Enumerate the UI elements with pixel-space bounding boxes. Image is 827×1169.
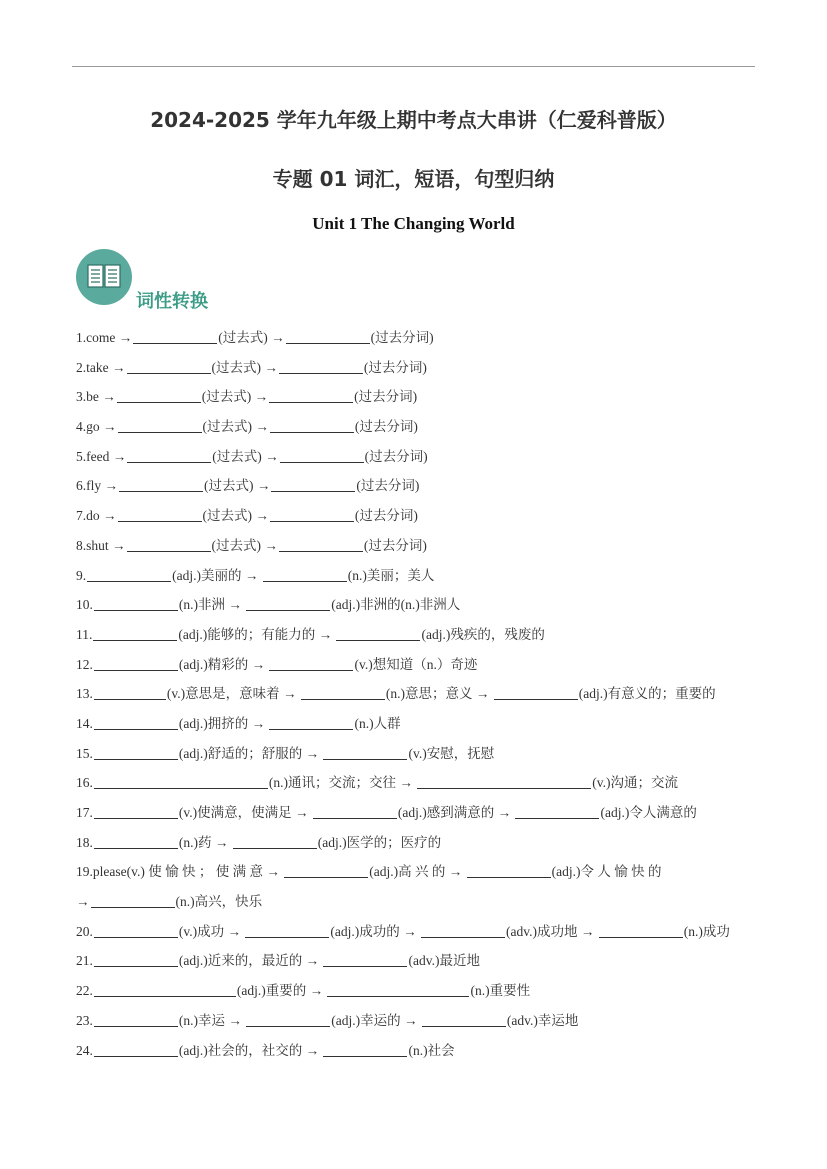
answer-blank[interactable] [417, 774, 591, 789]
unit-title: Unit 1 The Changing World [312, 214, 515, 233]
list-item: 2.take → (过去式) → (过去分词) [76, 359, 427, 375]
answer-blank[interactable] [94, 774, 268, 789]
answer-blank[interactable] [286, 329, 370, 344]
list-item: 15. (adj.)舒适的；舒服的 → (v.)安慰，抚慰 [76, 745, 495, 761]
answer-blank[interactable] [127, 448, 211, 463]
list-item: 3.be → (过去式) → (过去分词) [76, 389, 418, 405]
answer-blank[interactable] [494, 685, 578, 700]
page-subtitle: 专题 01 词汇，短语，句型归纳 [272, 167, 555, 191]
list-item: 13. (v.)意思是，意味着 → (n.)意思；意义 → (adj.)有意义的；重要的 [76, 686, 716, 702]
answer-blank[interactable] [91, 893, 175, 908]
list-item: 22. (adj.)重要的 → (n.)重要性 [76, 983, 531, 999]
list-item: 5.feed → (过去式) → (过去分词) [76, 448, 428, 464]
answer-blank[interactable] [93, 626, 177, 641]
list-item: 20. (v.)成功 → (adj.)成功的 → (adv.)成功地 → (n.)成功 [76, 923, 730, 939]
answer-blank[interactable] [467, 863, 551, 878]
list-item: 24. (adj.)社会的，社交的 → (n.)社会 [76, 1042, 455, 1058]
answer-blank[interactable] [271, 477, 355, 492]
answer-blank[interactable] [94, 952, 178, 967]
answer-blank[interactable] [263, 567, 347, 582]
answer-blank[interactable] [269, 388, 353, 403]
list-item: 16. (n.)通讯；交流；交往 → (v.)沟通；交流 [76, 775, 678, 791]
answer-blank[interactable] [94, 745, 178, 760]
page-title: 2024-2025 学年九年级上期中考点大串讲（仁爱科普版） [150, 108, 677, 132]
list-item: 7.do → (过去式) → (过去分词) [76, 508, 418, 524]
answer-blank[interactable] [94, 596, 178, 611]
list-item: 8.shut → (过去式) → (过去分词) [76, 537, 427, 553]
answer-blank[interactable] [336, 626, 420, 641]
answer-blank[interactable] [280, 448, 364, 463]
section-label: 词性转换 [136, 291, 208, 312]
answer-blank[interactable] [246, 1012, 330, 1027]
answer-blank[interactable] [127, 359, 211, 374]
answer-blank[interactable] [118, 507, 202, 522]
answer-blank[interactable] [94, 685, 166, 700]
answer-blank[interactable] [269, 656, 353, 671]
answer-blank[interactable] [94, 804, 178, 819]
answer-blank[interactable] [515, 804, 599, 819]
answer-blank[interactable] [284, 863, 368, 878]
answer-blank[interactable] [94, 656, 178, 671]
answer-blank[interactable] [245, 923, 329, 938]
list-item: 4.go → (过去式) → (过去分词) [76, 419, 418, 435]
list-item: 21. (adj.)近来的，最近的 → (adv.)最近地 [76, 953, 480, 969]
answer-blank[interactable] [270, 418, 354, 433]
list-item-continued: → (n.)高兴，快乐 [76, 894, 263, 910]
list-item: 14. (adj.)拥挤的 → (n.)人群 [76, 715, 401, 731]
top-rule [72, 66, 755, 67]
list-item: 9. (adj.)美丽的 → (n.)美丽；美人 [76, 567, 435, 583]
answer-blank[interactable] [94, 1012, 178, 1027]
exercise-list [76, 323, 756, 1065]
answer-blank[interactable] [119, 477, 203, 492]
answer-blank[interactable] [599, 923, 683, 938]
answer-blank[interactable] [313, 804, 397, 819]
answer-blank[interactable] [246, 596, 330, 611]
answer-blank[interactable] [301, 685, 385, 700]
answer-blank[interactable] [327, 982, 469, 997]
open-book-icon [76, 249, 132, 305]
list-item: 6.fly → (过去式) → (过去分词) [76, 478, 420, 494]
answer-blank[interactable] [94, 715, 178, 730]
answer-blank[interactable] [421, 923, 505, 938]
list-item: 12. (adj.)精彩的 → (v.)想知道（n.）奇迹 [76, 656, 478, 672]
list-item: 17. (v.)使满意，使满足 → (adj.)感到满意的 → (adj.)令人满意的 [76, 805, 697, 820]
answer-blank[interactable] [133, 329, 217, 344]
answer-blank[interactable] [422, 1012, 506, 1027]
answer-blank[interactable] [94, 923, 178, 938]
answer-blank[interactable] [127, 537, 211, 552]
answer-blank[interactable] [233, 834, 317, 849]
answer-blank[interactable] [118, 418, 202, 433]
answer-blank[interactable] [279, 537, 363, 552]
list-item: 23. (n.)幸运 → (adj.)幸运的 → (adv.)幸运地 [76, 1012, 579, 1028]
list-item: 11. (adj.)能够的；有能力的 → (adj.)残疾的，残废的 [76, 626, 545, 642]
answer-blank[interactable] [94, 982, 236, 997]
answer-blank[interactable] [94, 834, 178, 849]
answer-blank[interactable] [270, 507, 354, 522]
list-item: 1.come → (过去式) → (过去分词) [76, 330, 434, 345]
answer-blank[interactable] [117, 388, 201, 403]
answer-blank[interactable] [323, 1042, 407, 1057]
answer-blank[interactable] [269, 715, 353, 730]
answer-blank[interactable] [87, 567, 171, 582]
list-item: 10. (n.)非洲 → (adj.)非洲的(n.)非洲人 [76, 597, 461, 613]
answer-blank[interactable] [279, 359, 363, 374]
answer-blank[interactable] [94, 1042, 178, 1057]
answer-blank[interactable] [323, 952, 407, 967]
answer-blank[interactable] [323, 745, 407, 760]
list-item: 19.please(v.) 使 愉 快 ； 使 满 意 → (adj.)高 兴 的 → (adj.)令 人 愉 快 的 [76, 864, 662, 880]
list-item: 18. (n.)药 → (adj.)医学的；医疗的 [76, 834, 442, 850]
